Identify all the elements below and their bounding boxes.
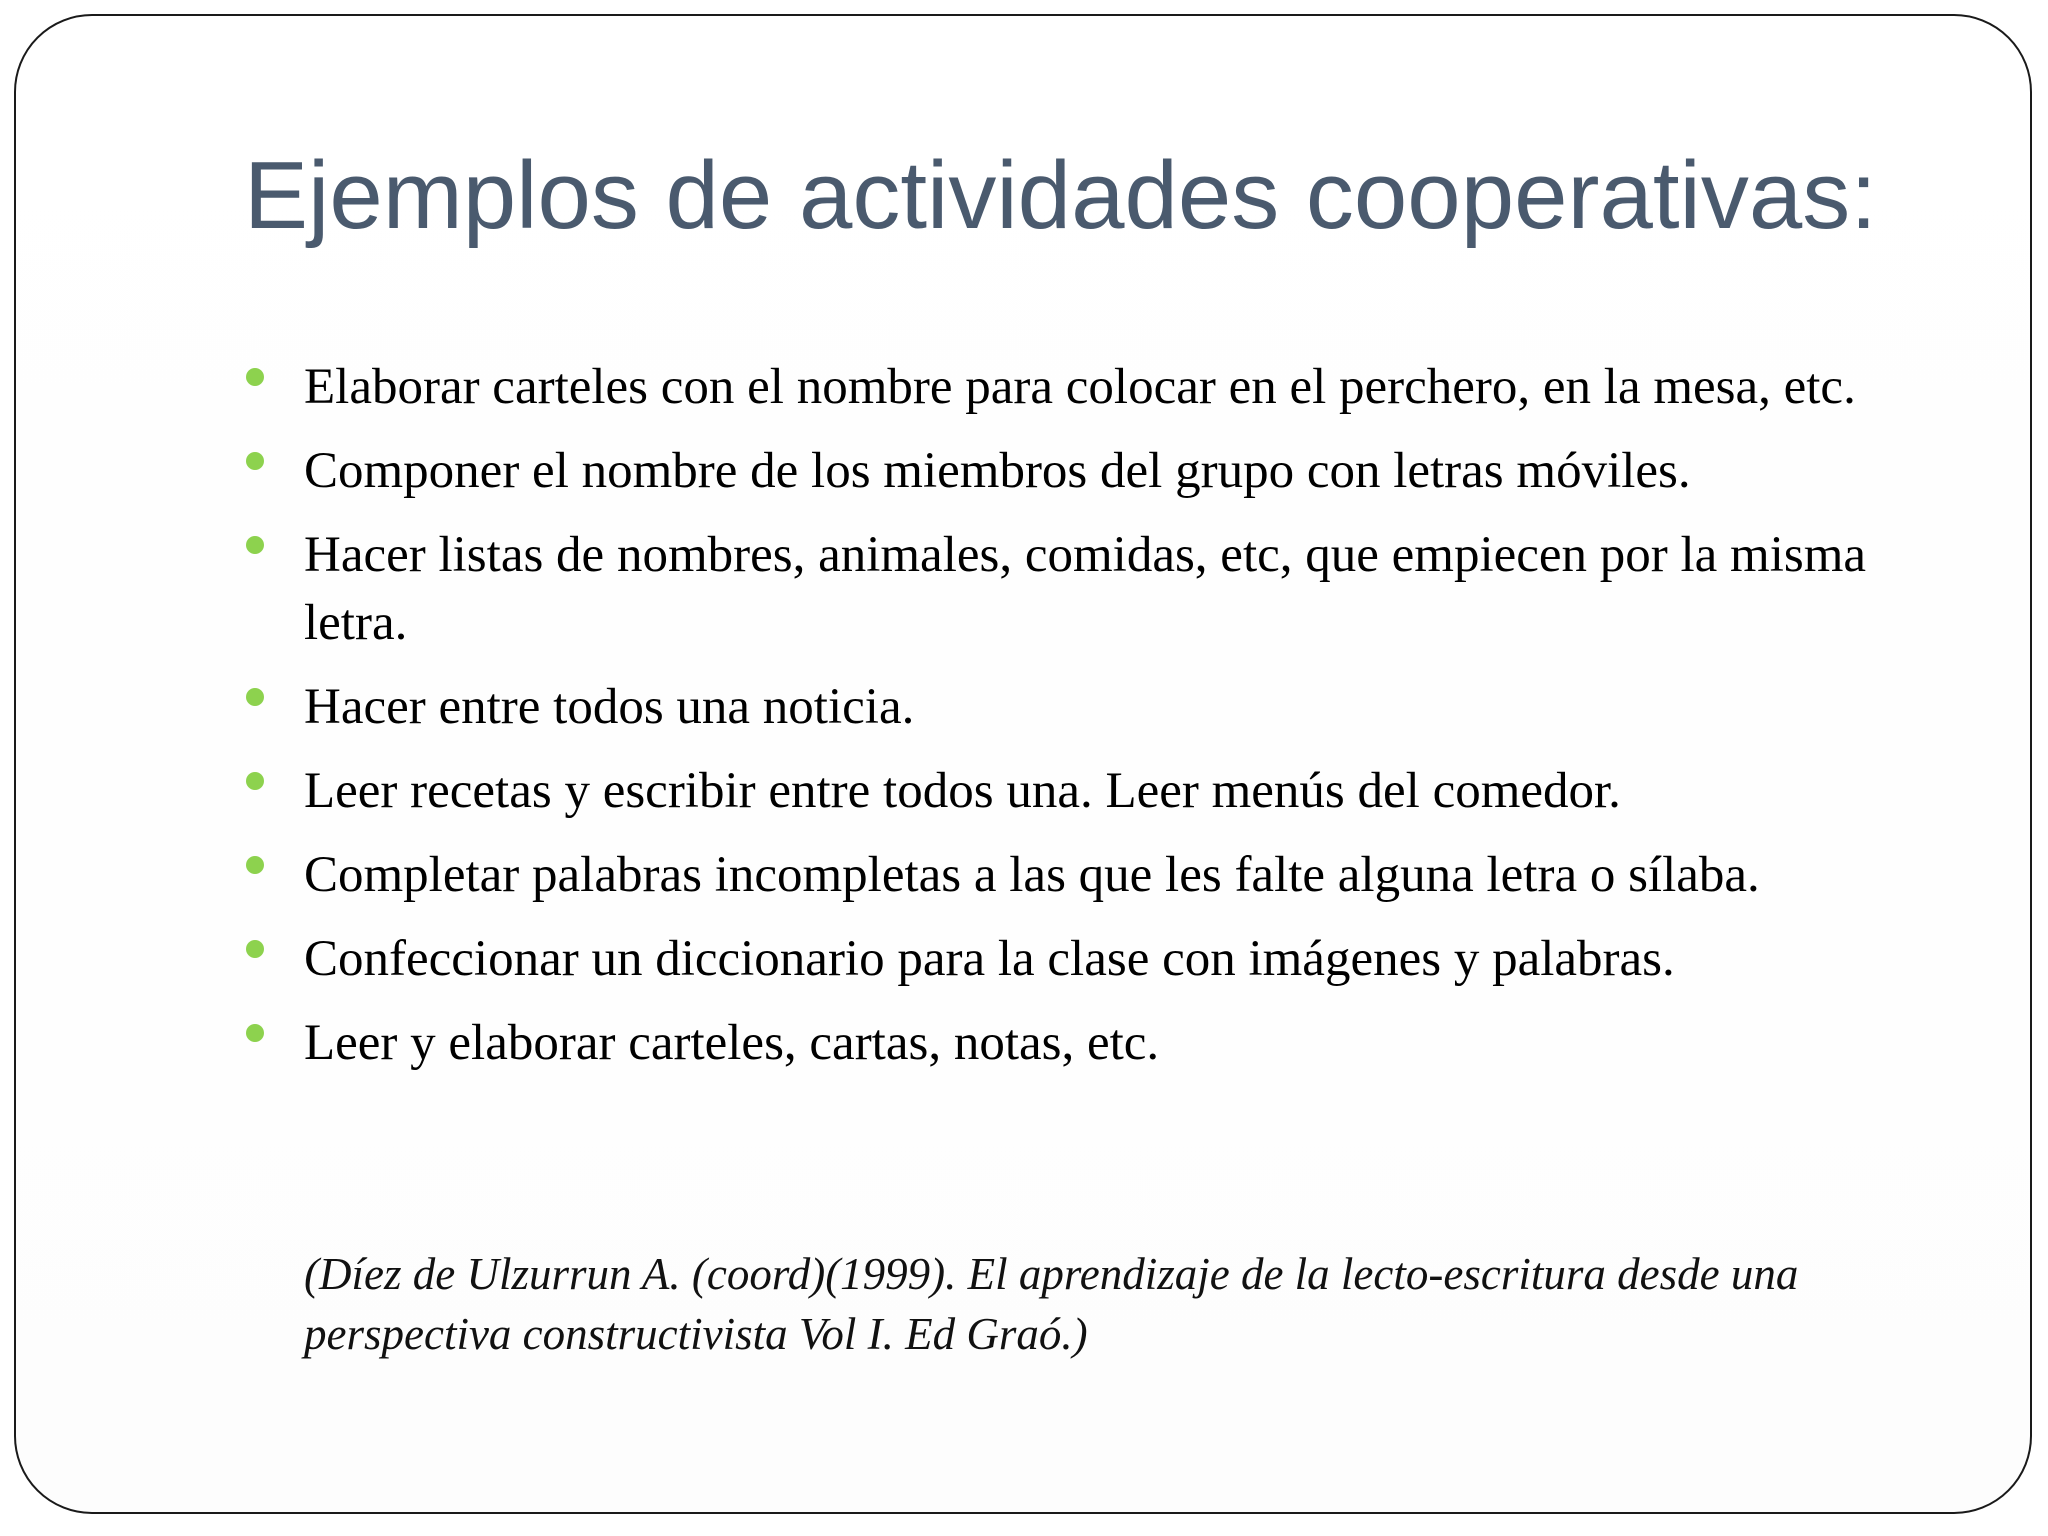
bullet-dot-icon <box>246 452 264 470</box>
bullet-dot-icon <box>246 688 264 706</box>
list-item-text: Confeccionar un diccionario para la clase con imágenes y palabras. <box>304 931 1675 987</box>
bullet-list <box>244 353 1944 1093</box>
list-item <box>244 673 1944 741</box>
bullet-dot-icon <box>246 536 264 554</box>
bullet-dot-icon <box>246 368 264 386</box>
list-item <box>244 1009 1944 1077</box>
bullet-dot-icon <box>246 940 264 958</box>
list-item-text: Completar palabras incompletas a las que les falte alguna letra o sílaba. <box>304 847 1760 903</box>
slide-title: Ejemplos de actividades cooperativas: <box>244 142 1877 249</box>
list-item-text: Hacer listas de nombres, animales, comidas, etc, que empiecen por la misma letra. <box>304 527 1867 651</box>
citation: (Díez de Ulzurrun A. (coord)(1999). El aprendizaje de la lecto-escritura desde una perspectiva constructivista Vol I. Ed Graó.) <box>304 1249 1799 1359</box>
list-item-text: Componer el nombre de los miembros del grupo con letras móviles. <box>304 443 1691 499</box>
list-item <box>244 841 1944 909</box>
bullet-dot-icon <box>246 856 264 874</box>
list-item <box>244 925 1944 993</box>
bullet-dot-icon <box>246 772 264 790</box>
list-item <box>244 521 1944 657</box>
list-item <box>244 437 1944 505</box>
list-item <box>244 757 1944 825</box>
slide-frame <box>14 14 2032 1514</box>
list-item-text: Elaborar carteles con el nombre para colocar en el perchero, en la mesa, etc. <box>304 359 1856 415</box>
list-item-text: Leer y elaborar carteles, cartas, notas, etc. <box>304 1015 1160 1071</box>
list-item-text: Leer recetas y escribir entre todos una. Leer menús del comedor. <box>304 763 1621 819</box>
list-item-text: Hacer entre todos una noticia. <box>304 679 915 735</box>
bullet-dot-icon <box>246 1024 264 1042</box>
list-item <box>244 353 1944 421</box>
